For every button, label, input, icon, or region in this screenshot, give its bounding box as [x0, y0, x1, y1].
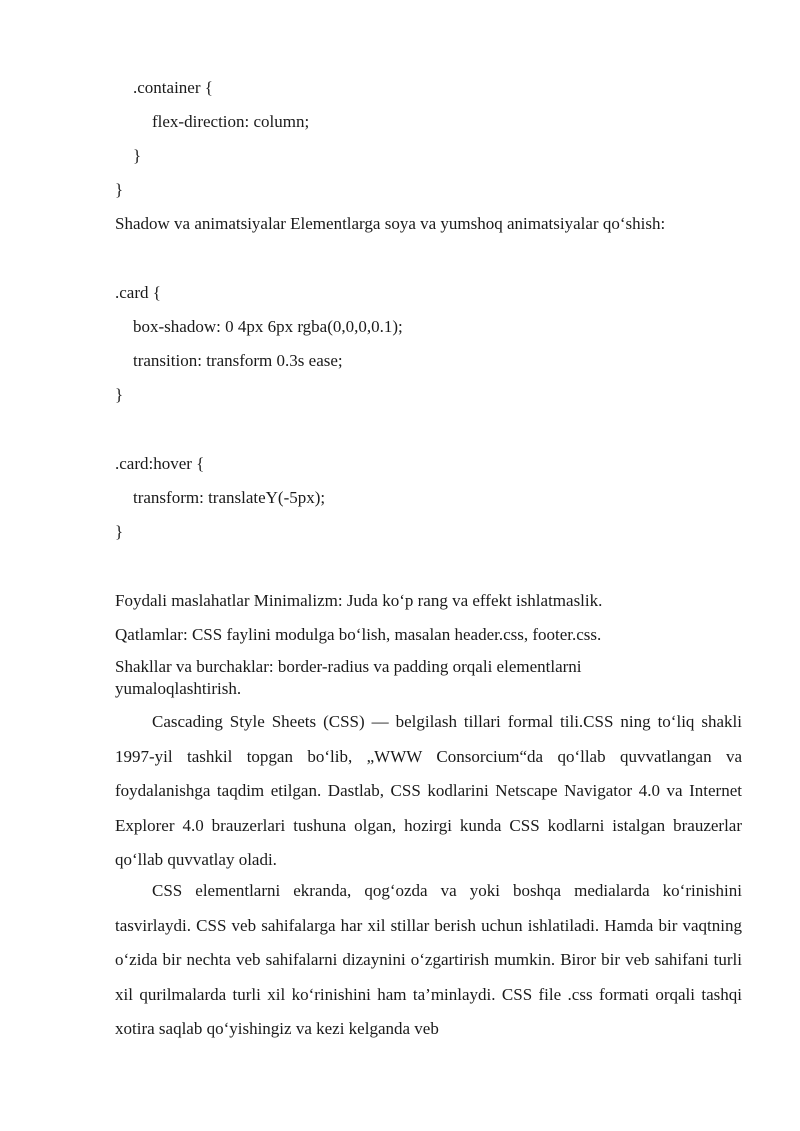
code-line: } — [115, 385, 124, 404]
body-paragraph: Cascading Style Sheets (CSS) — belgilash tillari formal tili.CSS ning to‘liq shakli 1997-yil tashkil topgan bo‘lib, „WWW Consorcium“da qo‘llab quvvatlangan va foydalanishga taqdim etilgan. Dastlab, CSS kodlarini Netscape Navigator 4.0 va Internet Explorer 4.0 brauzerlari tushuna olgan, hozirgi kunda CSS kodlarni istalgan brauzerlar qo‘llab quvvatlay oladi. — [115, 712, 742, 869]
tip-text: Qatlamlar: CSS faylini modulga bo‘lish, masalan header.css, footer.css. — [115, 625, 602, 644]
code-line: flex-direction: column; — [152, 112, 310, 131]
code-line: .container { — [133, 78, 213, 97]
code-line: transform: translateY(-5px); — [133, 488, 326, 507]
body-paragraph: CSS elementlarni ekranda, qog‘ozda va yoki boshqa medialarda ko‘rinishini tasvirlaydi. CSS veb sahifalarga har xil stillar berish uchun ishlatiladi. Hamda bir vaqtning o‘zida bir nechta veb sahifalarni dizaynini o‘zgartirish mumkin. Biror bir veb sahifani turli xil qurilmalarda turli xil ko‘rinishini ham ta’minlaydi. CSS file .css formati orqali tashqi xotira saqlab qo‘yishingiz va kezi kelganda veb — [115, 881, 742, 1038]
code-line: } — [133, 146, 142, 165]
tip-text: Foydali maslahatlar Minimalizm: Juda ko‘p rang va effekt ishlatmaslik. — [115, 591, 603, 610]
code-line: .card { — [115, 283, 161, 302]
tip-text: Shakllar va burchaklar: border-radius va padding orqali elementlarni yumaloqlashtirish. — [115, 657, 582, 698]
section-heading: Shadow va animatsiyalar Elementlarga soya va yumshoq animatsiyalar qo‘shish: — [115, 214, 666, 233]
code-line: } — [115, 522, 124, 541]
code-line: .card:hover { — [115, 454, 205, 473]
code-line: transition: transform 0.3s ease; — [133, 351, 343, 370]
code-line: box-shadow: 0 4px 6px rgba(0,0,0,0.1); — [133, 317, 403, 336]
code-line: } — [115, 180, 124, 199]
